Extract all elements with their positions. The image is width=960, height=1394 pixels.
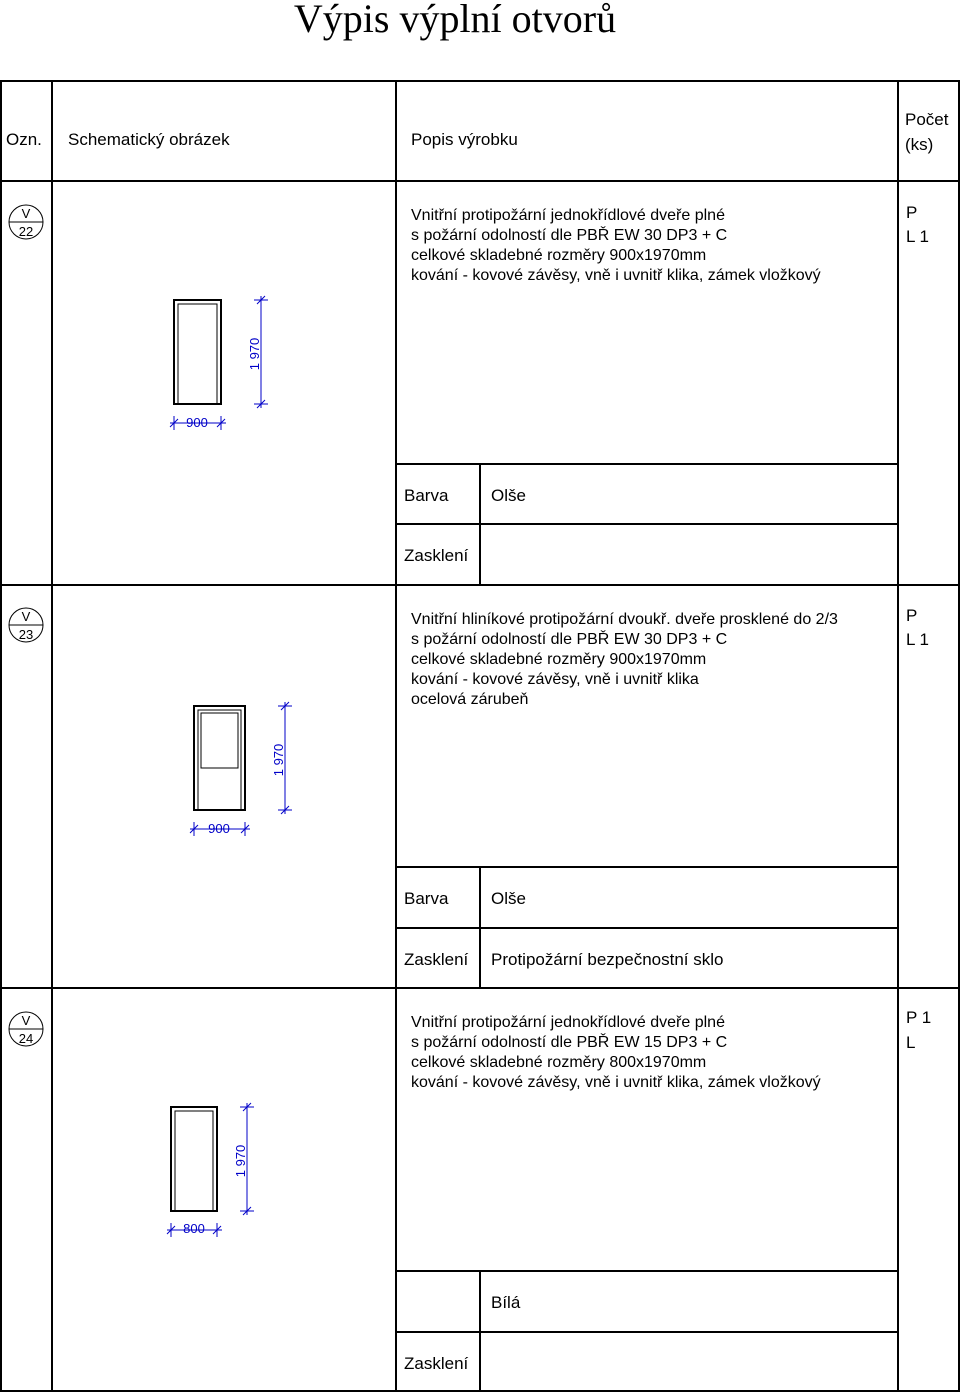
zaskleni-label: Zasklení	[404, 950, 469, 969]
mark-letter: V	[21, 1013, 31, 1028]
width-dimension: 800	[183, 1221, 205, 1236]
zaskleni-label: Zasklení	[404, 546, 469, 565]
count-line: P	[906, 203, 918, 222]
description-line: Vnitřní protipožární jednokřídlové dveře plné	[411, 1014, 725, 1031]
mark-letter: V	[21, 609, 31, 624]
mark-number: 23	[18, 627, 34, 642]
barva-label: Barva	[404, 486, 449, 505]
height-dimension: 1 970	[271, 743, 286, 777]
mark-letter: V	[21, 206, 31, 221]
description-line: ocelová zárubeň	[411, 691, 529, 708]
width-dimension: 900	[208, 821, 230, 836]
count-line: P 1	[906, 1008, 932, 1027]
description-line: celkové skladebné rozměry 800x1970mm	[411, 1054, 707, 1071]
count-line: L 1	[906, 630, 930, 649]
door-drawing	[157, 1099, 277, 1254]
header-count: Počet	[905, 110, 949, 129]
height-dimension: 1 970	[233, 1144, 248, 1178]
count-line: P	[906, 606, 918, 625]
barva-value: Bílá	[491, 1293, 521, 1312]
width-dimension: 900	[186, 415, 208, 430]
description-line: s požární odolností dle PBŘ EW 30 DP3 + C	[411, 631, 728, 648]
description-line: Vnitřní hliníkové protipožární dvoukř. dveře prosklené do 2/3	[411, 611, 838, 628]
item-description	[411, 610, 838, 710]
barva-value: Olše	[491, 486, 526, 505]
description-line: kování - kovové závěsy, vně i uvnitř klika	[411, 671, 699, 688]
item-mark	[7, 606, 45, 649]
description-line: kování - kovové závěsy, vně i uvnitř klika, zámek vložkový	[411, 1074, 821, 1091]
item-mark	[7, 203, 45, 246]
mark-number: 22	[18, 224, 34, 239]
header-ozn: Ozn.	[6, 130, 42, 149]
header-count-unit: (ks)	[905, 135, 934, 154]
door-drawing	[160, 292, 280, 447]
description-line: s požární odolností dle PBŘ EW 15 DP3 + C	[411, 1034, 728, 1051]
description-line: celkové skladebné rozměry 900x1970mm	[411, 651, 707, 668]
height-dimension: 1 970	[247, 337, 262, 371]
description-line: s požární odolností dle PBŘ EW 30 DP3 + C	[411, 227, 728, 244]
item-description	[411, 206, 821, 286]
description-line: kování - kovové závěsy, vně i uvnitř klika, zámek vložkový	[411, 267, 821, 284]
item-description	[411, 1013, 821, 1093]
zaskleni-label: Zasklení	[404, 1354, 469, 1373]
mark-number: 24	[18, 1031, 34, 1046]
barva-value: Olše	[491, 889, 526, 908]
header-schematic: Schematický obrázek	[68, 130, 230, 149]
header-description: Popis výrobku	[411, 130, 518, 149]
door-drawing	[180, 698, 300, 853]
barva-label: Barva	[404, 889, 449, 908]
page-title: Výpis výplní otvorů	[293, 0, 617, 41]
count-line: L 1	[906, 227, 930, 246]
description-line: celkové skladebné rozměry 900x1970mm	[411, 247, 707, 264]
item-mark	[7, 1010, 45, 1053]
count-line: L	[906, 1033, 916, 1052]
zaskleni-value: Protipožární bezpečnostní sklo	[491, 950, 724, 969]
description-line: Vnitřní protipožární jednokřídlové dveře plné	[411, 207, 725, 224]
